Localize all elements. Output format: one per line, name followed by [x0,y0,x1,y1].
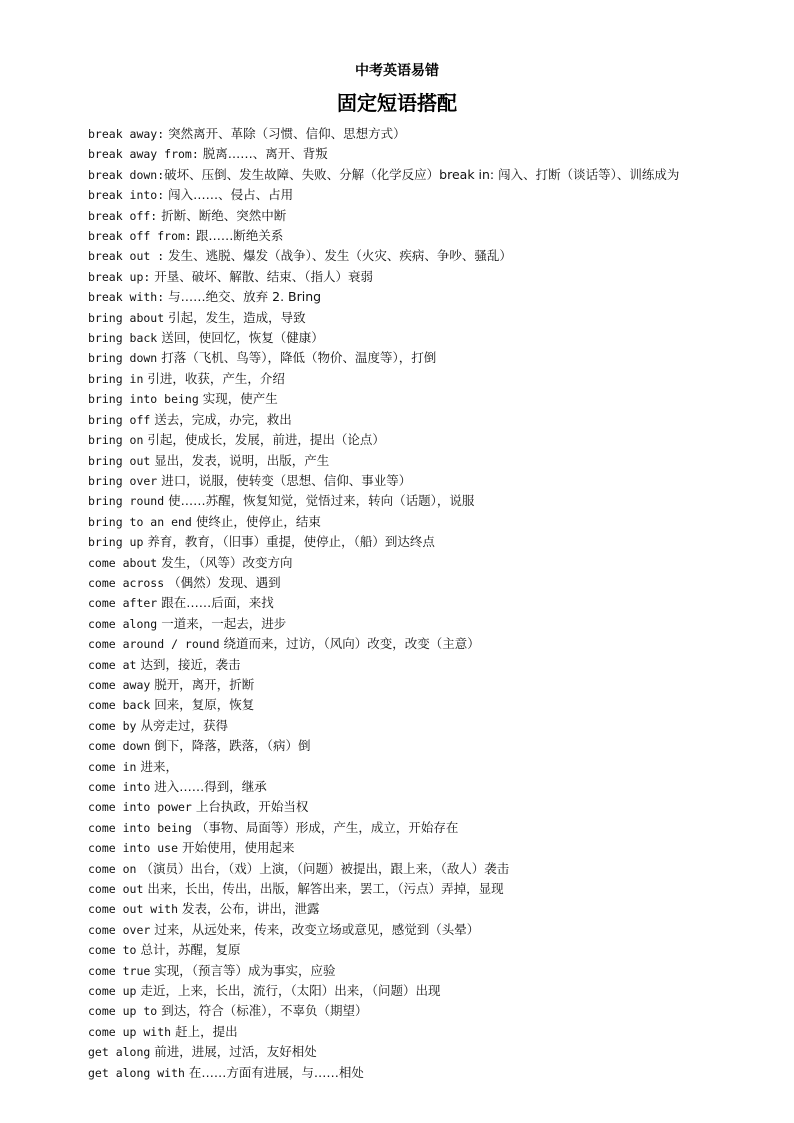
phrase-entry [60,144,740,164]
phrase-definition: 送回，使回忆，恢复（健康） [157,330,324,346]
phrase-entry [60,716,740,736]
phrase-definition: 养育，教育，（旧事）重提，使停止，（船）到达终点 [143,534,435,550]
phrase-definition: 破坏、压倒、发生故障、失败、分解（化学反应）break in: 闯入、打断（谈话等）、训练成为 [164,166,680,182]
phrase-definition: 从旁走过，获得 [136,717,228,733]
phrase-entry [60,246,740,266]
phrase-term: come out [88,882,144,897]
phrase-definition: 与……绝交、放弃 2. Bring [164,289,322,305]
phrase-term: come back [88,698,151,713]
phrase-term: bring into being [88,392,199,407]
phrase-entry [60,512,740,532]
phrase-entry [60,838,740,858]
phrase-definition: 绕道而来，过访，（风向）改变，改变（主意） [219,636,480,652]
phrase-definition: （事物、局面等）形成，产生，成立，开始存在 [191,819,459,835]
phrase-term: break with: [88,290,165,305]
phrase-definition: 前进，进展，过活，友好相处 [150,1044,317,1060]
phrase-entry [60,593,740,613]
phrase-entry [60,1001,740,1021]
phrase-term: bring back [88,331,158,346]
phrase-term: come in [88,759,137,774]
document-title: 固定短语搭配 [337,91,457,115]
phrase-term: come into power [88,800,192,815]
phrase-entry [60,553,740,573]
phrase-entry [60,165,740,185]
phrase-term: bring about [88,310,165,325]
phrase-term: break into: [88,188,165,203]
phrase-term: bring out [88,453,151,468]
phrase-entry [60,695,740,715]
phrase-entry [60,267,740,287]
phrase-term: come away [88,677,151,692]
phrase-entry [60,777,740,797]
phrase-definition: 开垦、破坏、解散、结束、（指人）衰弱 [150,268,374,284]
phrase-term: come along [88,616,158,631]
phrase-term: bring off [88,412,151,427]
phrase-definition: 引起，发生，造成，导致 [164,309,306,325]
phrase-term: come to [88,943,137,958]
phrase-definition: （演员）出台，（戏）上演，（问题）被提出，跟上来，（敌人）袭击 [136,860,510,876]
phrase-term: come up to [88,1004,158,1019]
phrase-term: come up with [88,1024,172,1039]
phrase-entry [60,369,740,389]
phrase-entry [60,1063,740,1083]
phrase-entry [60,226,740,246]
phrase-entry [60,859,740,879]
phrase-entry [60,389,740,409]
phrase-term: break out : [88,249,165,264]
phrase-definition: （偶然）发现、遇到 [164,574,281,590]
phrase-definition: 发生、逃脱、爆发（战争）、发生（火灾、疾病、争吵、骚乱） [164,248,512,264]
phrase-term: bring round [88,494,165,509]
phrase-definition: 显出，发表，说明，出版，产生 [150,452,330,468]
phrase-definition: 闯入……、侵占、占用 [164,187,294,203]
phrase-entry [60,430,740,450]
phrase-definition: 折断、断绝、突然中断 [157,207,287,223]
phrase-definition: 进来， [136,758,178,774]
phrase-entry [60,981,740,1001]
phrase-term: come on [88,861,137,876]
phrase-term: break off: [88,208,158,223]
phrase-term: come about [88,555,158,570]
phrase-definition: 脱开，离开，折断 [150,676,255,692]
phrase-entry [60,818,740,838]
phrase-term: come by [88,718,137,733]
phrase-term: come down [88,739,151,754]
phrase-entry [60,491,740,511]
phrase-definition: 突然离开、革除（习惯、信仰、思想方式） [164,126,406,141]
phrase-term: bring on [88,433,144,448]
phrase-definition: 引起，使成长，发展，前进，提出（论点） [143,432,385,448]
phrase-entry [60,471,740,491]
phrase-term: bring down [88,351,158,366]
phrase-definition: 打落（飞机、鸟等），降低（物价、温度等），打倒 [157,350,437,366]
phrase-definition: 总计，苏醒，复原 [136,942,241,958]
phrase-term: bring in [88,371,144,386]
phrase-definition: 达到，接近，袭击 [136,656,241,672]
phrase-term: break away from: [88,147,199,162]
phrase-term: come over [88,922,151,937]
phrase-definition: 进入……得到，继承 [150,779,267,794]
phrase-entry [60,287,740,307]
phrase-definition: 走近，上来，长出，流行，（太阳）出来，（问题）出现 [136,983,441,999]
phrase-entry [60,757,740,777]
phrase-term: come into [88,780,151,794]
phrase-definition: 引进，收获，产生，介绍 [143,370,285,386]
phrase-entry [60,634,740,654]
phrase-definition: 送去，完成，办完，救出 [150,411,292,427]
phrase-entry [60,308,740,328]
phrase-term: come around / round [88,637,220,652]
phrase-entry [60,655,740,675]
phrase-entry [60,899,740,919]
phrase-term: bring over [88,473,158,488]
phrase-term: get along [88,1045,151,1060]
phrase-definition: 发表，公布，讲出，泄露 [178,901,320,917]
phrase-entry [60,797,740,817]
phrase-entry [60,328,740,348]
phrase-definition: 一道来，一起去，进步 [157,615,287,631]
phrase-term: break up: [88,269,151,284]
phrase-entry [60,410,740,430]
phrase-definition: 使终止，使停止，结束 [191,513,321,529]
phrase-definition: 发生，（风等）改变方向 [157,554,293,570]
phrase-entry [60,124,740,144]
phrase-definition: 跟在……后面，来找 [157,595,274,611]
phrase-definition: 出来，长出，传出，出版，解答出来，罢工，（污点）弄掉，显现 [143,881,504,897]
phrase-term: bring up [88,535,144,550]
phrase-term: come at [88,657,137,672]
phrase-definition: 跟……断绝关系 [191,228,284,244]
phrase-entry [60,348,740,368]
phrase-list [60,124,740,1083]
phrase-entry [60,920,740,940]
phrase-definition: 脱离……、离开、背叛 [198,146,328,162]
phrase-entry [60,675,740,695]
phrase-term: break down: [88,167,165,182]
phrase-definition: 到达，符合（标准），不辜负（期望） [157,1003,368,1019]
phrase-entry [60,451,740,471]
document-subtitle: 中考英语易错 [355,63,439,79]
phrase-entry [60,614,740,634]
phrase-entry [60,879,740,899]
phrase-definition: 实现，使产生 [198,391,278,407]
phrase-term: come out with [88,902,179,917]
phrase-entry [60,1042,740,1062]
phrase-term: come after [88,596,158,611]
phrase-term: get along with [88,1065,185,1080]
phrase-term: come into being [88,820,192,835]
phrase-definition: 上台执政，开始当权 [191,799,309,815]
phrase-term: come into use [88,841,179,856]
phrase-definition: 使……苏醒，恢复知觉，觉悟过来，转向（话题），说服 [164,493,475,509]
phrase-term: come across [88,575,165,590]
phrase-definition: 赶上，提出 [171,1023,238,1039]
phrase-entry [60,532,740,552]
phrase-term: break away: [88,127,165,141]
phrase-definition: 过来，从远处来，传来，改变立场或意见，感觉到（头晕） [150,921,480,937]
phrase-entry [60,206,740,226]
phrase-definition: 回来，复原，恢复 [150,697,255,713]
phrase-entry [60,573,740,593]
phrase-entry [60,940,740,960]
phrase-term: come up [88,984,137,999]
phrase-definition: 实现，（预言等）成为事实，应验 [150,962,336,978]
phrase-entry [60,961,740,981]
phrase-definition: 进口，说服，使转变（思想、信仰、事业等） [157,472,412,488]
phrase-entry [60,1022,740,1042]
phrase-term: come true [88,963,151,978]
phrase-definition: 在……方面有进展，与……相处 [184,1064,364,1080]
phrase-term: bring to an end [88,514,192,529]
phrase-entry [60,736,740,756]
phrase-definition: 倒下，降落，跌落，（病）倒 [150,738,311,754]
phrase-definition: 开始使用，使用起来 [178,840,295,856]
phrase-entry [60,185,740,205]
phrase-term: break off from: [88,229,192,244]
